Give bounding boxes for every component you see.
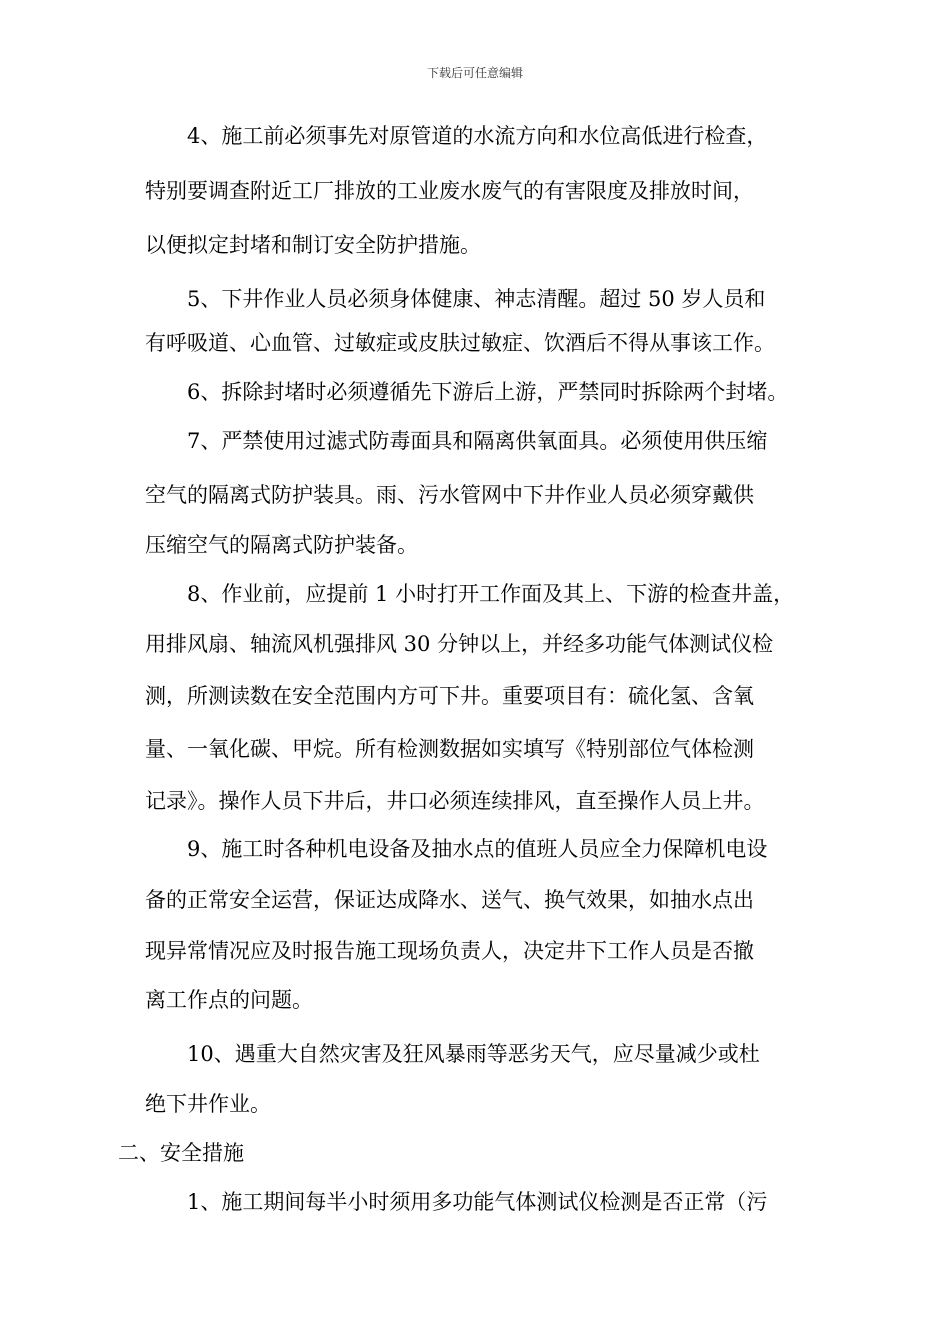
- page-header: 下载后可任意编辑: [426, 66, 523, 80]
- text-line: 7、严禁使用过滤式防毒面具和隔离供氧面具。必须使用供压缩: [187, 429, 768, 453]
- text-line: 8、作业前，应提前 1 小时打开工作面及其上、下游的检查井盖，: [187, 582, 795, 606]
- text-line: 空气的隔离式防护装具。雨、污水管网中下井作业人员必须穿戴供: [145, 483, 754, 507]
- text-line: 量、一氧化碳、甲烷。所有检测数据如实填写《特别部位气体检测: [145, 737, 754, 761]
- text-line: 现异常情况应及时报告施工现场负责人，决定井下工作人员是否撤: [145, 939, 754, 963]
- text-line: 5、下井作业人员必须身体健康、神志清醒。超过 50 岁人员和: [187, 287, 766, 311]
- text-line: 备的正常安全运营，保证达成降水、送气、换气效果，如抽水点出: [145, 888, 754, 912]
- text-line: 9、施工时各种机电设备及抽水点的值班人员应全力保障机电设: [187, 837, 768, 861]
- text-line: 以便拟定封堵和制订安全防护措施。: [145, 233, 481, 257]
- text-line: 测，所测读数在安全范围内方可下井。重要项目有：硫化氢、含氧: [145, 684, 754, 708]
- text-line: 6、拆除封堵时必须遵循先下游后上游，严禁同时拆除两个封堵。: [187, 380, 789, 404]
- text-line: 记录》。操作人员下井后，井口必须连续排风，直至操作人员上井。: [145, 789, 765, 813]
- text-line: 10、遇重大自然灾害及狂风暴雨等恶劣天气，应尽量减少或杜: [187, 1042, 760, 1066]
- text-line: 特别要调查附近工厂排放的工业废水废气的有害限度及排放时间，: [145, 179, 754, 203]
- text-line: 有呼吸道、心血管、过敏症或皮肤过敏症、饮酒后不得从事该工作。: [145, 331, 775, 355]
- text-line: 1、施工期间每半小时须用多功能气体测试仪检测是否正常（污: [187, 1190, 768, 1214]
- text-line: 压缩空气的隔离式防护装备。: [145, 533, 418, 557]
- text-line: 4、施工前必须事先对原管道的水流方向和水位高低进行检查，: [187, 124, 768, 148]
- section-heading: 二、安全措施: [118, 1141, 244, 1165]
- text-line: 用排风扇、轴流风机强排风 30 分钟以上，并经多功能气体测试仪检: [145, 632, 774, 656]
- text-line: 绝下井作业。: [145, 1092, 271, 1116]
- text-line: 离工作点的问题。: [145, 988, 313, 1012]
